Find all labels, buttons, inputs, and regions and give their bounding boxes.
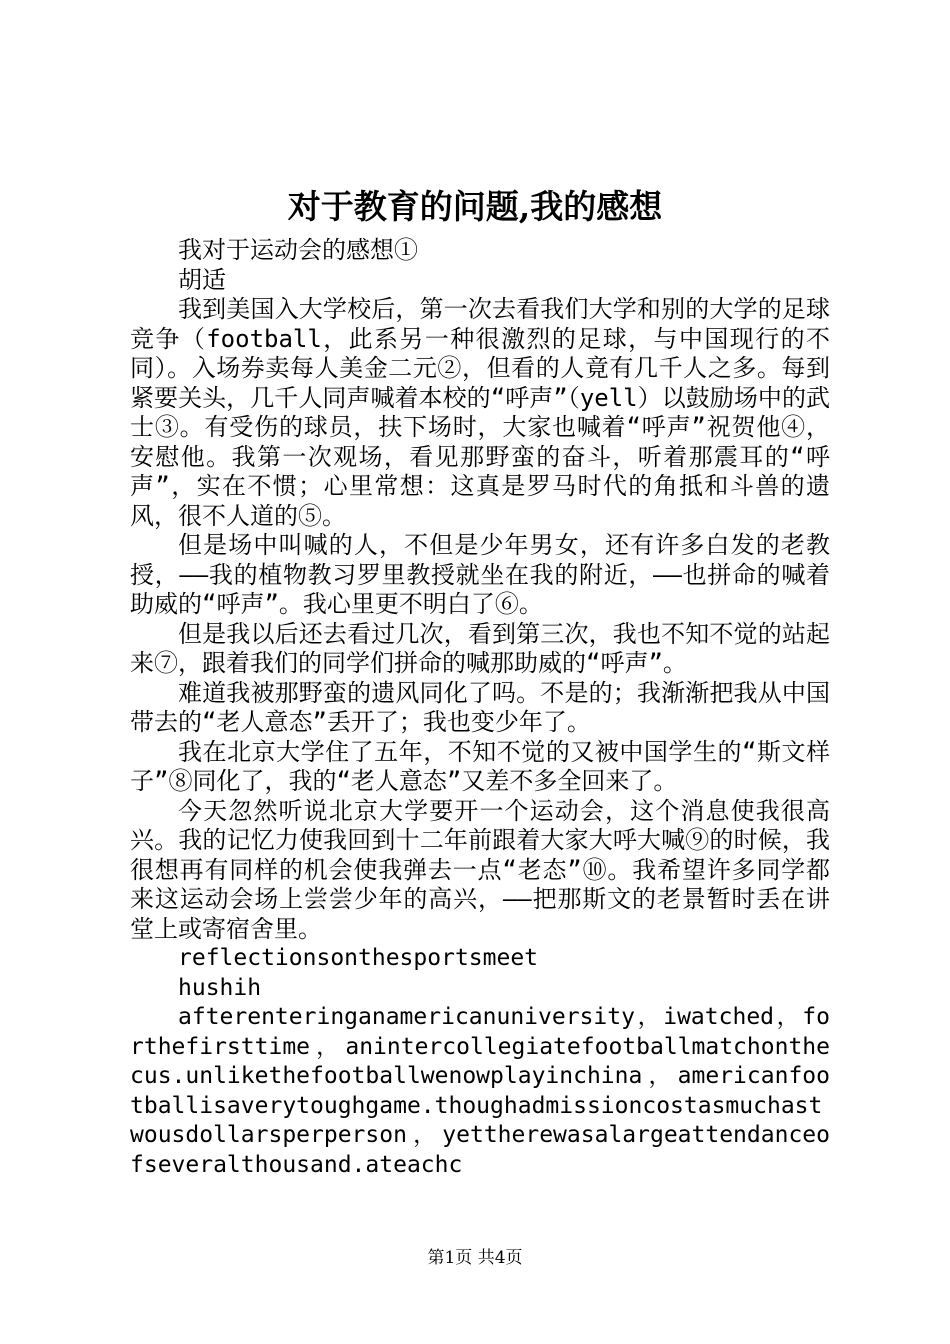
document-body bbox=[130, 236, 830, 1180]
english-heading: reflectionsonthesportsmeet bbox=[178, 945, 539, 971]
english-paragraph: afterenteringanamericanuniversity，iwatched，forthefirsttime，anintercollegiatefootballmatchonthecus.unlikethefootballwenowplayinchina，americanfootballisaverytoughgame.thoughadmissioncostasmuchastwousdollarsperperson，yettherewasalargeattendanceofseveralthousand.ateachc bbox=[130, 1004, 830, 1178]
body-paragraph: 今天忽然听说北京大学要开一个运动会，这个消息使我很高兴。我的记忆力使我回到十二年前跟着大家大呼大喊⑨的时候，我很想再有同样的机会使我弹去一点“老态”⑩。我希望许多同学都来这运动会场上尝尝少年的高兴，——把那斯文的老景暂时丢在讲堂上或寄宿舍里。 bbox=[130, 796, 830, 943]
english-author: hushih bbox=[178, 974, 262, 1001]
body-paragraph: 但是我以后还去看过几次，看到第三次，我也不知不觉的站起来⑦，跟着我们的同学们拼命的喊那助威的“呼声”。 bbox=[130, 619, 830, 677]
body-paragraph: 我在北京大学住了五年，不知不觉的又被中国学生的“斯文样子”⑧同化了，我的“老人意态”又差不多全回来了。 bbox=[130, 737, 830, 795]
document-title: 对于教育的问题,我的感想 bbox=[287, 187, 663, 226]
body-paragraph: 但是场中叫喊的人，不但是少年男女，还有许多白发的老教授，——我的植物教习罗里教授就坐在我的附近，——也拼命的喊着助威的“呼声”。我心里更不明白了⑥。 bbox=[130, 531, 830, 618]
body-paragraph: 难道我被那野蛮的遗风同化了吗。不是的；我渐渐把我从中国带去的“老人意态”丢开了；我也变少年了。 bbox=[130, 678, 830, 736]
author-name: 胡适 bbox=[178, 265, 226, 294]
page-number-footer: 第1页 共4页 bbox=[427, 1248, 523, 1268]
body-paragraph: 我到美国入大学校后，第一次去看我们大学和别的大学的足球竞争（football，此系另一种很激烈的足球，与中国现行的不同）。入场券卖每人美金二元②，但看的人竟有几千人之多。每到紧要关头，几千人同声喊着本校的“呼声”（yell）以鼓励场中的武士③。有受伤的球员，扶下场时，大家也喊着“呼声”祝贺他④，安慰他。我第一次观场，看见那野蛮的奋斗，听着那震耳的“呼声”，实在不惯；心里常想：这真是罗马时代的角抵和斗兽的遗风，很不人道的⑤。 bbox=[130, 295, 830, 530]
essay-heading: 我对于运动会的感想① bbox=[178, 236, 418, 264]
